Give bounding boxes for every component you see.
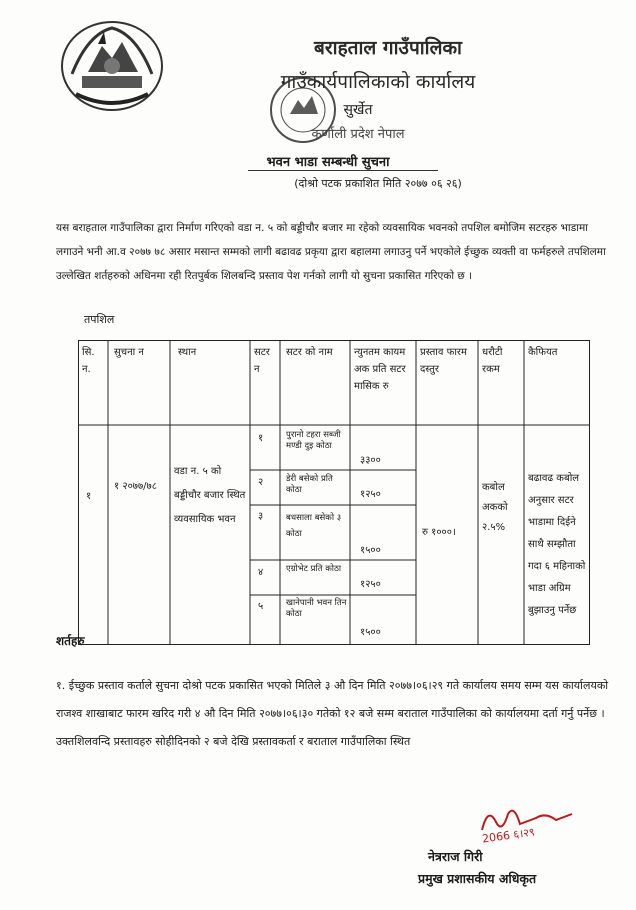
- nepal-emblem-logo: [58, 14, 166, 114]
- shutter-name: बधसाला बसेको ३ कोठा: [286, 513, 342, 539]
- office-district: सुर्खेत: [343, 102, 373, 118]
- row-serial: १: [86, 491, 92, 502]
- conditions-heading: शर्तहरु: [56, 634, 85, 648]
- shutter-name: खानेपानी भवन तिन कोठा: [286, 598, 347, 619]
- header-serial: सि. न.: [82, 347, 95, 375]
- header-shutter-name: सटर को नाम: [286, 347, 333, 358]
- shutter-no: ५: [258, 601, 264, 612]
- signatory-name: नेत्रराज गिरी: [428, 849, 483, 864]
- office-province: कर्णाली प्रदेश नेपाल: [311, 127, 405, 142]
- row-remarks: बढावढ कबोल अनुसार सटर भाडामा दिईने साथै सम्झौता गदा ६ महिनाको भाडा अग्रिम बुझाउनु पर्नेछ: [528, 473, 586, 616]
- shutter-name: डेरी बसेको प्रति कोठा: [286, 474, 333, 495]
- office-subtitle: गाउँकार्यपालिकाको कार्यालय: [280, 71, 476, 93]
- header-remarks: कैफियत: [528, 347, 558, 358]
- shutter-no: ४: [258, 567, 264, 578]
- shutter-no: १: [258, 433, 264, 444]
- shutter-rate: १२५०: [360, 579, 381, 590]
- header-location: स्थान: [178, 347, 197, 358]
- header-form-fee: प्रस्ताव फारम दस्तुर: [420, 347, 467, 375]
- shutter-rate: ३३००: [360, 455, 381, 466]
- signatory-title: प्रमुख प्रशासकीय अधिकृत: [418, 871, 537, 886]
- header-notice-no: सुचना न: [114, 347, 144, 358]
- row-deposit: कबोल अकको २.५%: [482, 482, 508, 533]
- header-shutter-no: सटर न: [254, 347, 270, 375]
- shutter-table: [78, 340, 590, 645]
- shutter-no: ३: [258, 511, 264, 522]
- header-deposit: धरौटी रकम: [482, 347, 503, 375]
- shutter-rate: १५००: [360, 627, 381, 638]
- row-form-fee: रु १०००।: [422, 527, 456, 538]
- shutter-name: पुरानो टहरा सब्जी मण्डी दुइ कोठा: [286, 430, 341, 451]
- shutter-rate: १२५०: [360, 489, 381, 500]
- row-notice-no: १ २०७७/७८: [114, 481, 157, 492]
- intro-paragraph: यस बराहताल गाउँपालिका द्वारा निर्माण गरिएको वडा न. ५ को बड्डीचौर बजार मा रहेको व्यवसायिक भवनको तपशिल बमोजिम सटरहरु भाडामा लगाउने भनी आ.व २०७७ ७८ असार मसान्त सम्मको लागी बढावढ प्रकृया द्वारा बहालमा लगाउनु पर्ने भएकोले ईच्छुक व्यक्ती वा फर्महरुले तपशिलमा उल्लेखित शर्तहरुको अधिनमा रही रितपुर्बक शिलबन्दि प्रस्ताव पेश गर्नको लागी यो सुचना प्रकासित गरिएको छ ।: [56, 222, 606, 282]
- office-name: बराहताल गाउँपालिका: [314, 37, 462, 59]
- header-min-rent: न्युनतम कायम अक प्रति सटर मासिक रु: [354, 347, 406, 392]
- conditions-text: १. ईच्छुक प्रस्ताव कर्ताले सुचना दोश्रो पटक प्रकासित भएको मितिले ३ औ दिन मिति २०७७।०६।२९ गते कार्यालय समय सम्म यस कार्यालयको राजश्व शाखाबाट फारम खरिद गरी ४ औ दिन मिति २०७७।०६।३० गतेको १२ बजे सम्म बराताल गाउँपालिका को कार्यालयमा दर्ता गर्नु पर्नेछ । उक्तशिलवन्दि प्रस्तावहरु सोहीदिनको २ बजे देखि प्रस्तावकर्ता र बराताल गाउँपालिका स्थित: [56, 679, 609, 748]
- shutter-rate: १५००: [360, 545, 381, 556]
- title-underline: [248, 170, 438, 171]
- row-location: वडा न. ५ को बड्डीचौर बजार स्थित व्यवसायिक भवन: [174, 466, 246, 525]
- shutter-name: एग्रोभेट प्रति कोठा: [286, 564, 342, 574]
- details-label: तपशिल: [84, 313, 115, 326]
- shutter-no: २: [258, 477, 264, 488]
- notice-title: भवन भाडा सम्बन्धी सुचना: [266, 155, 390, 170]
- notice-publish-date: (दोश्रो पटक प्रकाशित मिति २०७७ ०६ २६): [294, 177, 462, 190]
- signature-date: 2066 ६।२९: [481, 825, 536, 846]
